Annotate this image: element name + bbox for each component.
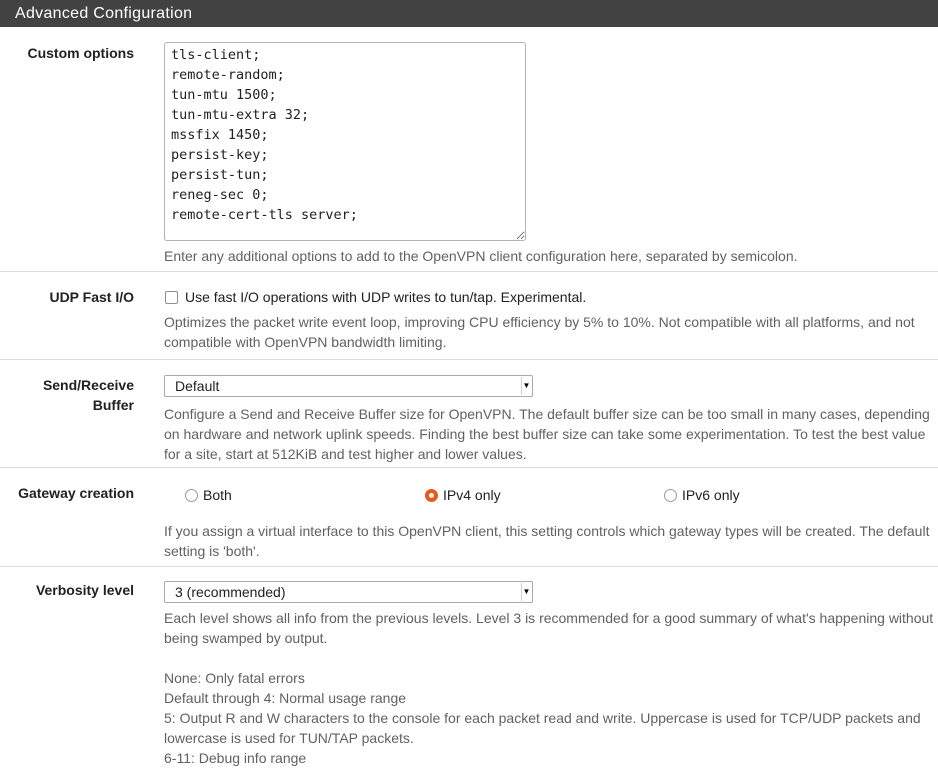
udp-fast-io-help: Optimizes the packet write event loop, improving CPU efficiency by 5% to 10%. Not compatible with all platforms, and not compatible with OpenVPN bandwidth limiting.: [164, 314, 915, 350]
gateway-creation-content: [164, 485, 938, 561]
send-receive-buffer-row: [0, 360, 938, 468]
gateway-option-ipv6[interactable]: [664, 485, 740, 505]
send-receive-buffer-label-line2: Buffer: [92, 397, 134, 413]
gateway-option-ipv6-label[interactable]: IPv6 only: [682, 487, 740, 503]
custom-options-label: Custom options: [27, 45, 134, 61]
verbosity-help-none: None: Only fatal errors: [164, 670, 305, 686]
custom-options-textarea[interactable]: [164, 42, 526, 241]
radio-ipv4[interactable]: [425, 489, 438, 502]
verbosity-level-row: [0, 567, 938, 776]
gateway-creation-row: [0, 468, 938, 567]
udp-fast-io-row: [0, 272, 938, 360]
send-receive-buffer-help: Configure a Send and Receive Buffer size for OpenVPN. The default buffer size can be too small in many cases, depending on hardware and network uplink speeds. Finding the best buffer size can take some experimentation. To test the best value for a site, start at 512KiB and test higher and lower values.: [164, 406, 930, 462]
udp-fast-io-label: UDP Fast I/O: [49, 289, 134, 305]
gateway-option-both-label[interactable]: Both: [203, 487, 232, 503]
udp-fast-io-checkbox-line[interactable]: [164, 287, 938, 307]
gateway-option-ipv4[interactable]: [425, 485, 501, 505]
send-receive-buffer-label-line1: Send/Receive: [42, 377, 134, 393]
send-receive-buffer-label: [0, 375, 134, 415]
send-receive-buffer-select[interactable]: [164, 375, 533, 397]
verbosity-level-selected: 3 (recommended): [175, 584, 286, 600]
verbosity-level-select[interactable]: [164, 581, 533, 603]
send-receive-buffer-selected: Default: [175, 378, 220, 394]
gateway-creation-help: If you assign a virtual interface to this OpenVPN client, this setting controls which gateway types will be created. The default setting is 'both'.: [164, 523, 930, 559]
gateway-option-both[interactable]: [185, 485, 232, 505]
udp-fast-io-checkbox-label[interactable]: Use fast I/O operations with UDP writes to tun/tap. Experimental.: [185, 289, 587, 305]
gateway-creation-radio-group: [164, 485, 938, 505]
udp-fast-io-content: [164, 287, 938, 352]
radio-both[interactable]: [185, 489, 198, 502]
gateway-option-ipv4-label[interactable]: IPv4 only: [443, 487, 501, 503]
verbosity-help-debug: 6-11: Debug info range: [164, 750, 307, 766]
gateway-creation-label: Gateway creation: [18, 485, 134, 501]
panel-title: Advanced Configuration: [0, 0, 938, 27]
verbosity-level-content: [164, 581, 938, 768]
custom-options-row: [0, 27, 938, 272]
custom-options-help: Enter any additional options to add to the OpenVPN client configuration here, separated by semicolon.: [164, 248, 798, 264]
radio-ipv6[interactable]: [664, 489, 677, 502]
verbosity-help-summary: Each level shows all info from the previous levels. Level 3 is recommended for a good summary of what's happening without being swamped by output.: [164, 610, 934, 646]
send-receive-buffer-content: [164, 375, 938, 464]
caret-down-icon[interactable]: ▼: [521, 583, 531, 601]
udp-fast-io-checkbox[interactable]: [165, 291, 178, 304]
verbosity-level-label: Verbosity level: [35, 582, 134, 598]
custom-options-content: [164, 42, 938, 266]
verbosity-help-level5: 5: Output R and W characters to the console for each packet read and write. Uppercase is used for TCP/UDP packets and lowercase is used for TUN/TAP packets.: [164, 710, 921, 746]
verbosity-help-default: Default through 4: Normal usage range: [164, 690, 407, 706]
caret-down-icon[interactable]: ▼: [521, 377, 531, 395]
